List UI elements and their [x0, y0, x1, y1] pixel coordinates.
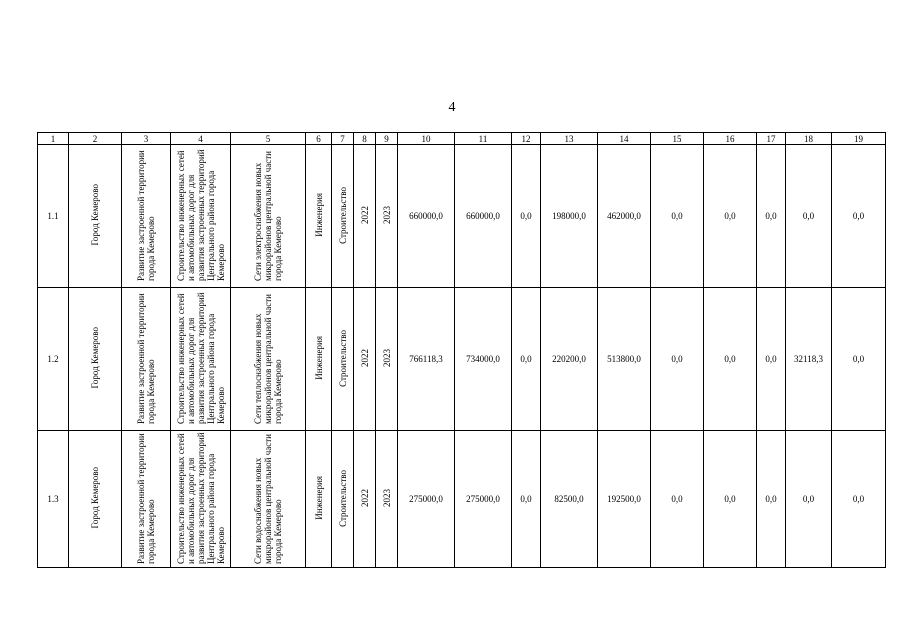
type-text: Инженерия [313, 336, 324, 380]
year-end-cell [376, 431, 398, 568]
object-cell [231, 288, 306, 431]
column-number: 8 [354, 133, 376, 145]
table-row [38, 145, 886, 288]
value-text: 0,0 [671, 494, 683, 504]
value-text: 0,0 [852, 211, 865, 221]
value-cell [786, 145, 832, 288]
value-text: 0,0 [724, 211, 736, 221]
type-cell [306, 431, 332, 568]
year-start-cell [354, 431, 376, 568]
object-text: Сети водоснабжения новых микрорайонов центральной части города Кемерово [253, 434, 283, 564]
column-number: 6 [306, 133, 332, 145]
year-end-text: 2023 [381, 489, 392, 507]
value-text: 0,0 [802, 494, 815, 504]
program-cell [122, 145, 171, 288]
work-cell [332, 288, 354, 431]
program-cell [122, 431, 171, 568]
value-cell [598, 288, 651, 431]
object-text: Сети электроснабжения новых микрорайонов центральной части города Кемерово [253, 151, 283, 281]
value-text: 0,0 [520, 211, 532, 221]
value-text: 0,0 [765, 211, 777, 221]
value-cell [398, 288, 455, 431]
column-number: 17 [757, 133, 786, 145]
table-row [38, 288, 886, 431]
year-start-text: 2022 [359, 349, 370, 367]
value-text: 0,0 [724, 354, 736, 364]
object-cell [231, 431, 306, 568]
type-text: Инженерия [313, 476, 324, 520]
work-text: Строительство [337, 186, 348, 244]
year-start-cell [354, 288, 376, 431]
value-cell [512, 288, 541, 431]
work-cell [332, 431, 354, 568]
value-cell [512, 431, 541, 568]
column-number: 13 [541, 133, 598, 145]
year-start-cell [354, 145, 376, 288]
locality-text: Город Кемерово [90, 467, 100, 529]
value-text: 198000,0 [552, 211, 586, 221]
column-number: 16 [704, 133, 757, 145]
value-text: 660000,0 [466, 211, 500, 221]
year-end-cell [376, 145, 398, 288]
object-cell [231, 145, 306, 288]
value-cell [455, 145, 512, 288]
value-cell [832, 288, 886, 431]
value-cell [455, 288, 512, 431]
row-number: 1.1 [47, 211, 59, 221]
value-text: 513800,0 [607, 354, 641, 364]
program-text: Развитие застроенной территории города Кемерово [136, 150, 156, 281]
work-text: Строительство [337, 469, 348, 527]
measure-cell [171, 288, 231, 431]
value-cell [455, 431, 512, 568]
page-number: 4 [448, 100, 456, 115]
column-number: 1 [38, 133, 69, 145]
value-text: 766118,3 [409, 354, 443, 364]
column-number: 10 [398, 133, 455, 145]
row-number: 1.2 [47, 354, 59, 364]
column-number: 4 [171, 133, 231, 145]
row-number-cell [38, 288, 69, 431]
column-number: 3 [122, 133, 171, 145]
value-text: 192500,0 [607, 494, 641, 504]
value-text: 0,0 [724, 494, 736, 504]
column-number: 11 [455, 133, 512, 145]
measure-cell [171, 431, 231, 568]
value-text: 0,0 [765, 494, 777, 504]
program-text: Развитие застроенной территории города Кемерово [136, 433, 156, 564]
type-cell [306, 288, 332, 431]
value-text: 0,0 [852, 494, 865, 504]
value-text: 0,0 [765, 354, 777, 364]
column-number: 18 [786, 133, 832, 145]
value-cell [651, 288, 704, 431]
column-number: 9 [376, 133, 398, 145]
value-cell [786, 288, 832, 431]
value-text: 275000,0 [466, 494, 500, 504]
value-text: 220200,0 [552, 354, 586, 364]
value-text: 82500,0 [554, 494, 584, 504]
measure-text: Строительство инженерных сетей и автомобильных дорог для развития застроенных территорий Центрального района города Кемерово [175, 292, 226, 424]
column-number: 2 [69, 133, 122, 145]
column-number: 12 [512, 133, 541, 145]
value-text: 0,0 [671, 211, 683, 221]
value-text: 0,0 [520, 494, 532, 504]
locality-cell [69, 145, 122, 288]
value-text: 462000,0 [607, 211, 641, 221]
value-text: 0,0 [520, 354, 532, 364]
measure-text: Строительство инженерных сетей и автомобильных дорог для развития застроенных территорий Центрального района города Кемерово [175, 149, 226, 281]
value-cell [398, 145, 455, 288]
value-text: 734000,0 [466, 354, 500, 364]
year-end-cell [376, 288, 398, 431]
locality-text: Город Кемерово [90, 327, 100, 389]
object-text: Сети теплоснабжения новых микрорайонов центральной части города Кемерово [253, 294, 283, 424]
value-cell [757, 431, 786, 568]
value-cell [704, 145, 757, 288]
year-end-text: 2023 [381, 349, 392, 367]
value-cell [541, 145, 598, 288]
work-cell [332, 145, 354, 288]
value-text: 0,0 [802, 211, 815, 221]
row-number-cell [38, 145, 69, 288]
type-text: Инженерия [313, 193, 324, 237]
row-number: 1.3 [47, 494, 59, 504]
value-cell [512, 145, 541, 288]
value-text: 0,0 [671, 354, 683, 364]
work-text: Строительство [337, 329, 348, 387]
value-cell [786, 431, 832, 568]
value-cell [832, 145, 886, 288]
column-number: 15 [651, 133, 704, 145]
type-cell [306, 145, 332, 288]
column-number-row [38, 133, 886, 145]
locality-cell [69, 431, 122, 568]
row-number-cell [38, 431, 69, 568]
value-cell [704, 288, 757, 431]
value-cell [757, 145, 786, 288]
value-cell [398, 431, 455, 568]
program-cell [122, 288, 171, 431]
value-cell [704, 431, 757, 568]
column-number: 5 [231, 133, 306, 145]
measure-cell [171, 145, 231, 288]
measure-text: Строительство инженерных сетей и автомобильных дорог для развития застроенных территорий Центрального района города Кемерово [175, 432, 226, 564]
value-cell [541, 431, 598, 568]
value-text: 275000,0 [409, 494, 443, 504]
program-text: Развитие застроенной территории города Кемерово [136, 293, 156, 424]
value-text: 0,0 [852, 354, 865, 364]
value-cell [651, 145, 704, 288]
locality-text: Город Кемерово [90, 184, 100, 246]
column-number: 14 [598, 133, 651, 145]
column-number: 19 [832, 133, 886, 145]
locality-cell [69, 288, 122, 431]
value-text: 660000,0 [409, 211, 443, 221]
value-text: 32118,3 [794, 354, 823, 364]
year-start-text: 2022 [359, 489, 370, 507]
value-cell [832, 431, 886, 568]
value-cell [541, 288, 598, 431]
table-row [38, 431, 886, 568]
investment-table [37, 132, 886, 568]
value-cell [598, 431, 651, 568]
value-cell [757, 288, 786, 431]
column-number: 7 [332, 133, 354, 145]
year-end-text: 2023 [381, 206, 392, 224]
value-cell [598, 145, 651, 288]
year-start-text: 2022 [359, 206, 370, 224]
value-cell [651, 431, 704, 568]
